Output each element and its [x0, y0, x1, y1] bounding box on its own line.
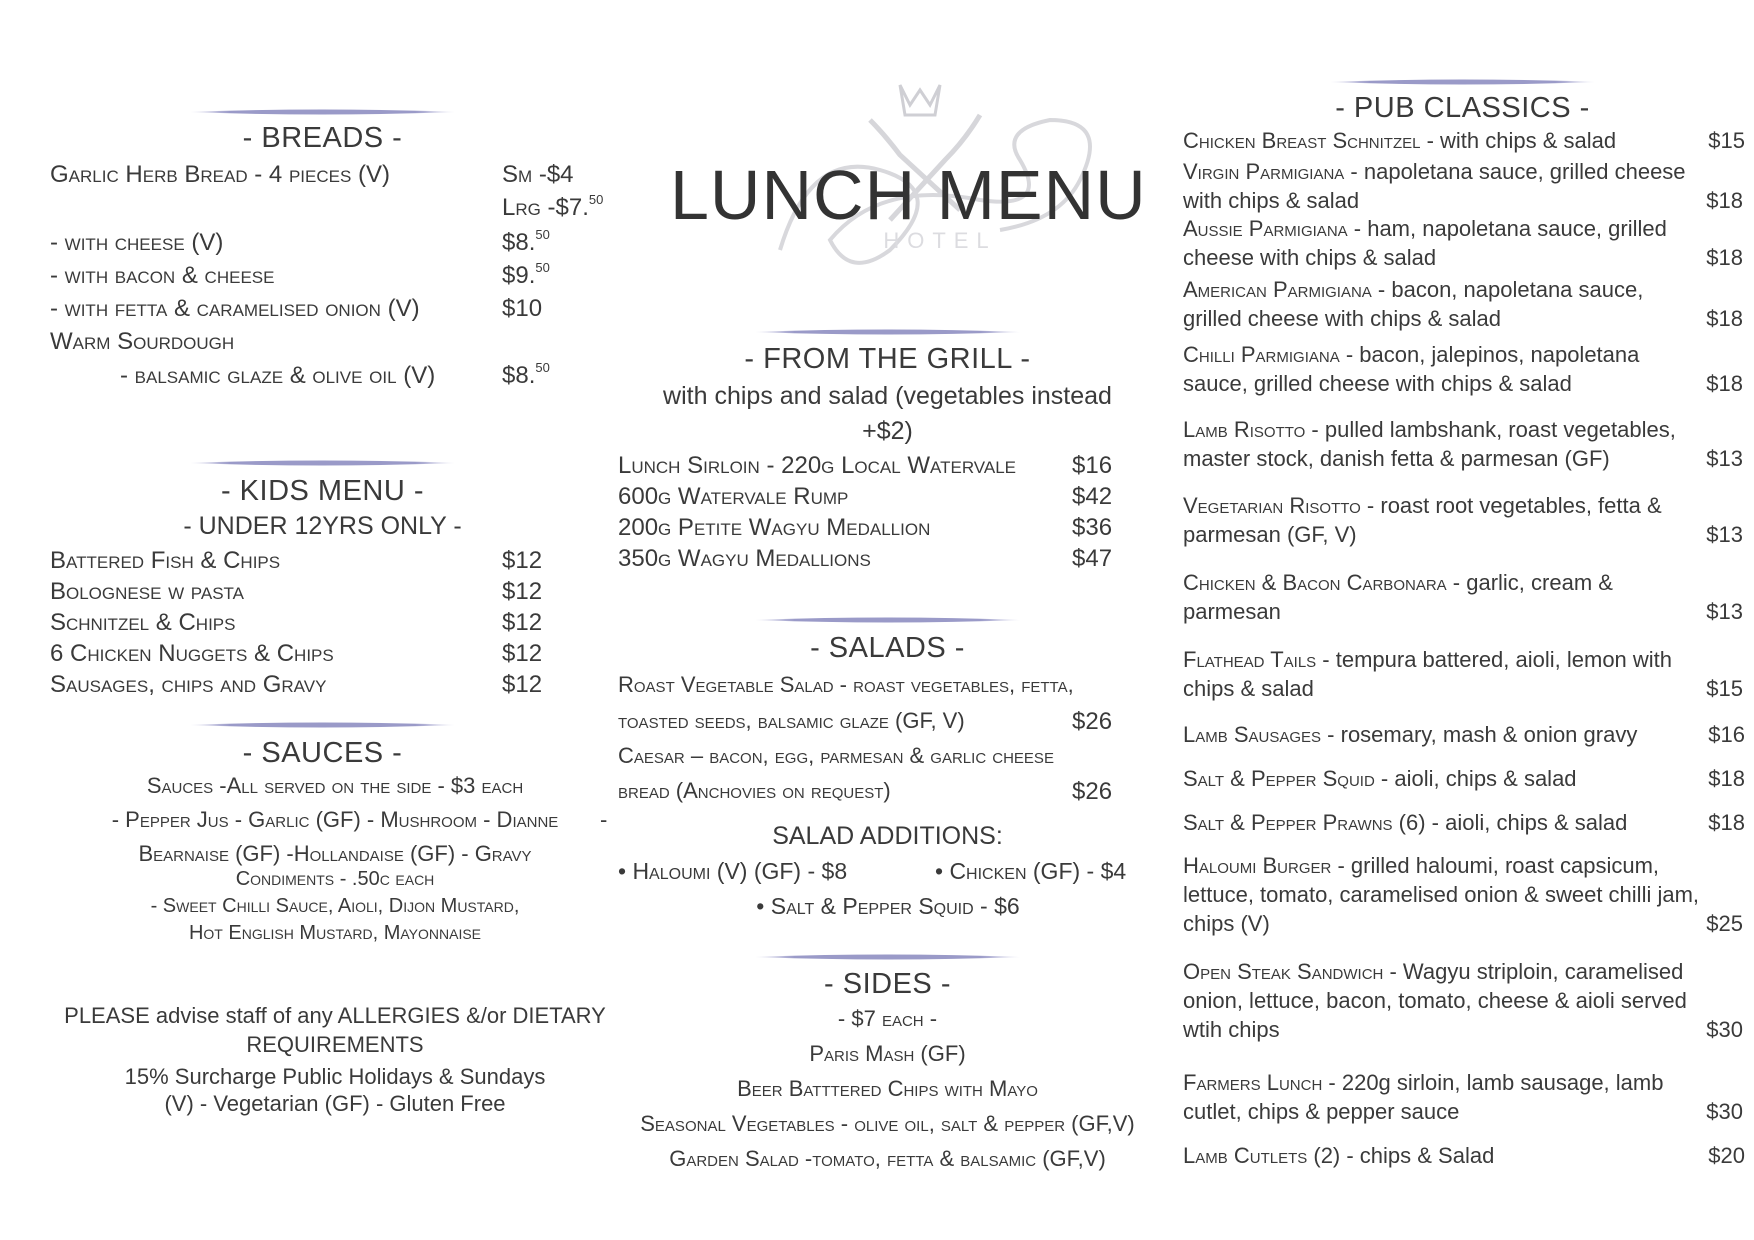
pub-item-price: $18: [1706, 306, 1743, 331]
pub-item-price: $20: [1708, 1143, 1745, 1168]
pub-item-price: $13: [1706, 599, 1743, 624]
pub-item-price: $13: [1706, 446, 1743, 471]
pub-item-line: cutlet, chips & pepper sauce: [1183, 1099, 1460, 1124]
kids-item-2-price: $12: [502, 578, 543, 605]
pub-item-line: master stock, danish fetta & parmesan (GF): [1183, 446, 1610, 471]
bread-item-7-price: $8.50: [502, 360, 550, 389]
pub-item-line: Lamb Risotto - pulled lambshank, roast vegetables,: [1183, 417, 1676, 442]
pub-item: [1183, 720, 1743, 749]
pub-item: [1183, 764, 1743, 793]
grill-sub-2: +$2): [862, 417, 913, 445]
kids-item-1-name: Battered Fish & Chips: [50, 547, 281, 574]
pub-item: [1183, 851, 1743, 938]
pub-item-line: cheese with chips & salad: [1183, 245, 1437, 270]
salad-line-2-price: $26: [1072, 708, 1113, 735]
pub-item-line: chips (V): [1183, 911, 1270, 936]
pub-item-line: wtih chips: [1183, 1017, 1280, 1042]
pub-item-line: Virgin Parmigiana - napoletana sauce, grilled cheese: [1183, 159, 1686, 184]
salad-add-1: • Haloumi (V) (GF) - $8: [618, 858, 848, 884]
sauces-line-1: Sauces -All served on the side - $3 each: [146, 773, 524, 798]
sauces-line-2: - Pepper Jus - Garlic (GF) - Mushroom - Dianne: [111, 807, 559, 832]
pub-item: [1183, 275, 1743, 333]
pub-swash: [1330, 78, 1595, 86]
pub-item-line: onion, lettuce, bacon, tomato, cheese & aioli served: [1183, 988, 1687, 1013]
pub-item-price: $18: [1706, 188, 1743, 213]
pub-item-price: $25: [1706, 911, 1743, 936]
salad-line-2: toasted seeds, balsamic glaze (GF, V): [618, 708, 965, 733]
sauces-line-6: Hot English Mustard, Mayonnaise: [188, 922, 482, 944]
breads-swash: [190, 108, 455, 116]
grill-item-4-price: $47: [1072, 545, 1113, 572]
pub-item-price: $18: [1708, 810, 1745, 835]
pub-item-line: Lamb Cutlets (2) - chips & Salad: [1183, 1143, 1495, 1168]
salads-swash: [755, 616, 1020, 624]
breads-heading: - BREADS -: [242, 122, 403, 154]
sides-line-1: - $7 each -: [837, 1006, 938, 1031]
bread-item-5-price: $10: [502, 295, 543, 322]
pub-item: [1183, 568, 1743, 626]
pub-item-line: parmesan: [1183, 599, 1281, 624]
notice-line-3: 15% Surcharge Public Holidays & Sundays: [124, 1064, 546, 1089]
sauces-line-4: Condiments - .50c each: [235, 868, 435, 890]
bread-item-3-name: - with cheese (V): [50, 229, 224, 256]
kids-subheading: - UNDER 12YRS ONLY -: [183, 512, 462, 540]
sauces-dash: -: [600, 807, 608, 832]
grill-sub-1: with chips and salad (vegetables instead: [663, 382, 1112, 410]
pub-item-line: Lamb Sausages - rosemary, mash & onion gravy: [1183, 722, 1638, 747]
pub-item-price: $18: [1706, 371, 1743, 396]
kids-swash: [190, 459, 455, 467]
kids-item-5-price: $12: [502, 671, 543, 698]
kids-item-4-price: $12: [502, 640, 543, 667]
pub-item-price: $18: [1706, 245, 1743, 270]
pub-item: [1183, 491, 1743, 549]
pub-item-line: Haloumi Burger - grilled haloumi, roast capsicum,: [1183, 853, 1660, 878]
pub-item-price: $30: [1706, 1099, 1743, 1124]
bread-item-3-price: $8.50: [502, 227, 550, 256]
bread-item-6-name: Warm Sourdough: [50, 328, 235, 355]
grill-swash: [755, 328, 1020, 336]
bread-item-1-name: Garlic Herb Bread - 4 pieces (V): [50, 161, 390, 188]
sides-line-5: Garden Salad -tomato, fetta & balsamic (GF,V): [669, 1146, 1106, 1171]
kids-item-3-price: $12: [502, 609, 543, 636]
kids-item-5-name: Sausages, chips and Gravy: [50, 671, 327, 698]
pub-item: [1183, 645, 1743, 703]
bread-item-4-name: - with bacon & cheese: [50, 262, 275, 289]
grill-item-2-price: $42: [1072, 483, 1113, 510]
grill-item-4-name: 350g Wagyu Medallions: [618, 545, 871, 572]
sides-line-3: Beer Batttered Chips with Mayo: [737, 1076, 1038, 1101]
pub-heading: - PUB CLASSICS -: [1335, 92, 1590, 124]
logo-hotel-text: HOTEL: [883, 228, 997, 253]
sauces-heading: - SAUCES -: [242, 737, 403, 769]
sauces-swash: [190, 721, 455, 729]
sides-swash: [755, 953, 1020, 961]
pub-item-line: Flathead Tails - tempura battered, aioli, lemon with: [1183, 647, 1673, 672]
pub-item: [1183, 126, 1743, 155]
pub-item-price: $30: [1706, 1017, 1743, 1042]
salads-heading: - SALADS -: [810, 632, 965, 664]
pub-item-line: parmesan (GF, V): [1183, 522, 1357, 547]
pub-item-price: $15: [1708, 128, 1745, 153]
pub-item-line: Salt & Pepper Prawns (6) - aioli, chips & salad: [1183, 810, 1628, 835]
pub-item: [1183, 1141, 1743, 1170]
kids-heading: - KIDS MENU -: [220, 475, 425, 507]
kids-item-3-name: Schnitzel & Chips: [50, 609, 236, 636]
pub-item: [1183, 808, 1743, 837]
pub-item-line: Vegetarian Risotto - roast root vegetables, fetta &: [1183, 493, 1662, 518]
pub-item-price: $18: [1708, 766, 1745, 791]
pub-item: [1183, 1068, 1743, 1126]
grill-item-1-price: $16: [1072, 452, 1113, 479]
grill-item-2-name: 600g Watervale Rump: [618, 483, 849, 510]
notice-line-2: REQUIREMENTS: [246, 1032, 424, 1057]
pub-item-line: chips & salad: [1183, 676, 1314, 701]
pub-item: [1183, 340, 1743, 398]
bread-item-1-price: Sm -$4: [502, 161, 574, 188]
pub-item-line: Open Steak Sandwich - Wagyu striploin, caramelised: [1183, 959, 1684, 984]
sides-heading: - SIDES -: [824, 968, 951, 1000]
salad-add-2: • Chicken (GF) - $4: [935, 858, 1127, 884]
page-title: LUNCH MENU: [670, 156, 1147, 234]
pub-item-line: Aussie Parmigiana - ham, napoletana sauce, grilled: [1183, 216, 1667, 241]
pub-item-line: Farmers Lunch - 220g sirloin, lamb sausage, lamb: [1183, 1070, 1664, 1095]
kids-item-4-name: 6 Chicken Nuggets & Chips: [50, 640, 334, 667]
pub-item-line: American Parmigiana - bacon, napoletana sauce,: [1183, 277, 1644, 302]
salad-line-3: Caesar – bacon, egg, parmesan & garlic cheese: [618, 743, 1054, 768]
pub-item-line: Salt & Pepper Squid - aioli, chips & salad: [1183, 766, 1577, 791]
grill-heading: - FROM THE GRILL -: [744, 343, 1031, 375]
bread-item-7-name: - balsamic glaze & olive oil (V): [120, 362, 436, 389]
pub-item: [1183, 214, 1743, 272]
bread-item-4-price: $9.50: [502, 260, 550, 289]
sides-line-2: Paris Mash (GF): [809, 1041, 966, 1066]
pub-item-price: $15: [1706, 676, 1743, 701]
sides-line-4: Seasonal Vegetables - olive oil, salt & pepper (GF,V): [640, 1111, 1135, 1136]
grill-item-1-name: Lunch Sirloin - 220g Local Watervale: [618, 452, 1017, 479]
salad-additions-heading: SALAD ADDITIONS:: [772, 822, 1003, 850]
grill-item-3-name: 200g Petite Wagyu Medallion: [618, 514, 931, 541]
bread-item-2-price: Lrg -$7.50: [502, 192, 604, 221]
notice-line-4: (V) - Vegetarian (GF) - Gluten Free: [164, 1091, 506, 1116]
kids-item-1-price: $12: [502, 547, 543, 574]
bread-item-5-name: - with fetta & caramelised onion (V): [50, 295, 420, 322]
pub-item-line: lettuce, tomato, caramelised onion & sweet chilli jam,: [1183, 882, 1700, 907]
salad-line-1: Roast Vegetable Salad - roast vegetables, fetta,: [618, 672, 1074, 697]
pub-item-line: grilled cheese with chips & salad: [1183, 306, 1501, 331]
pub-item-line: Chicken Breast Schnitzel - with chips & salad: [1183, 128, 1617, 153]
salad-line-4: bread (Anchovies on request): [618, 778, 891, 803]
pub-item-line: Chilli Parmigiana - bacon, jalepinos, napoletana: [1183, 342, 1640, 367]
sauces-line-5: - Sweet Chilli Sauce, Aioli, Dijon Mustard,: [150, 895, 520, 917]
notice-line-1: PLEASE advise staff of any ALLERGIES &/or DIETARY: [64, 1003, 606, 1028]
sauces-line-3: Bearnaise (GF) -Hollandaise (GF) - Gravy: [138, 841, 532, 866]
pub-item: [1183, 415, 1743, 473]
pub-item-line: Chicken & Bacon Carbonara - garlic, cream &: [1183, 570, 1613, 595]
grill-item-3-price: $36: [1072, 514, 1113, 541]
pub-item-price: $16: [1708, 722, 1745, 747]
pub-item: [1183, 957, 1743, 1044]
pub-item-line: sauce, grilled cheese with chips & salad: [1183, 371, 1572, 396]
salad-line-4-price: $26: [1072, 778, 1113, 805]
kids-item-2-name: Bolognese w pasta: [50, 578, 245, 605]
pub-item: [1183, 157, 1743, 215]
pub-item-price: $13: [1706, 522, 1743, 547]
salad-add-3: • Salt & Pepper Squid - $6: [756, 893, 1020, 919]
pub-item-line: with chips & salad: [1183, 188, 1360, 213]
